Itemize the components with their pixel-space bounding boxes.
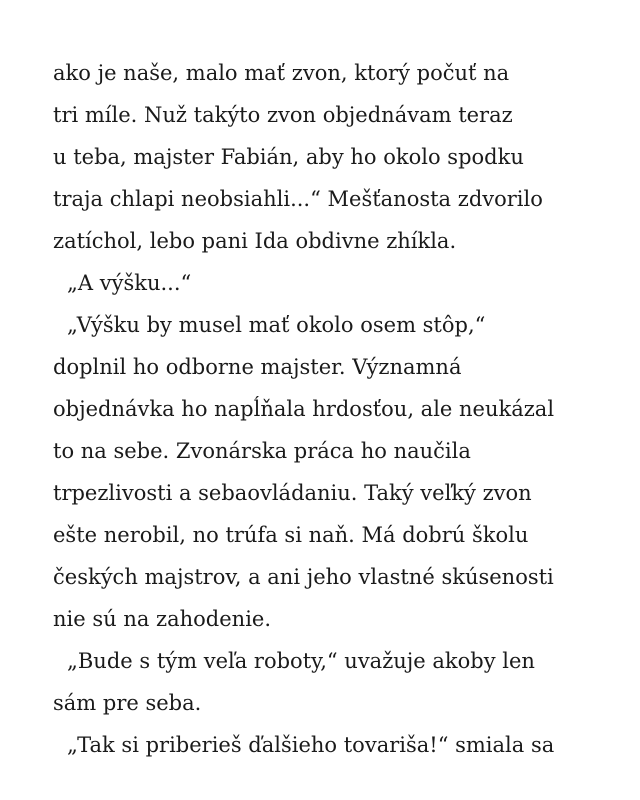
text-line-indented: „Tak si priberieš ďalšieho tovariša!“ smiala sa <box>67 733 555 757</box>
text-line: nie sú na zahodenie. <box>53 607 272 631</box>
text-line: trpezlivosti a sebaovládaniu. Taký veľký zvon <box>53 481 532 505</box>
text-line: ešte nerobil, no trúfa si naň. Má dobrú školu <box>53 523 529 547</box>
text-line: u teba, majster Fabián, aby ho okolo spodku <box>53 145 524 169</box>
text-line: českých majstrov, a ani jeho vlastné skúsenosti <box>53 565 554 589</box>
text-line: traja chlapi neobsiahli...“ Mešťanosta zdvorilo <box>53 187 543 211</box>
text-line: objednávka ho napĺňala hrdosťou, ale neukázal <box>53 397 555 421</box>
body-text <box>53 52 613 766</box>
text-line: zatíchol, lebo pani Ida obdivne zhíkla. <box>53 229 457 253</box>
text-line: doplnil ho odborne majster. Významná <box>53 355 462 379</box>
text-line: ako je naše, malo mať zvon, ktorý počuť na <box>53 61 510 85</box>
text-line-indented: „Výšku by musel mať okolo osem stôp,“ <box>67 313 486 337</box>
text-line-indented: „A výšku...“ <box>67 271 192 295</box>
text-line: sám pre seba. <box>53 691 202 715</box>
text-line: tri míle. Nuž takýto zvon objednávam teraz <box>53 103 513 127</box>
text-line-indented: „Bude s tým veľa roboty,“ uvažuje akoby len <box>67 649 535 673</box>
text-line: to na sebe. Zvonárska práca ho naučila <box>53 439 471 463</box>
